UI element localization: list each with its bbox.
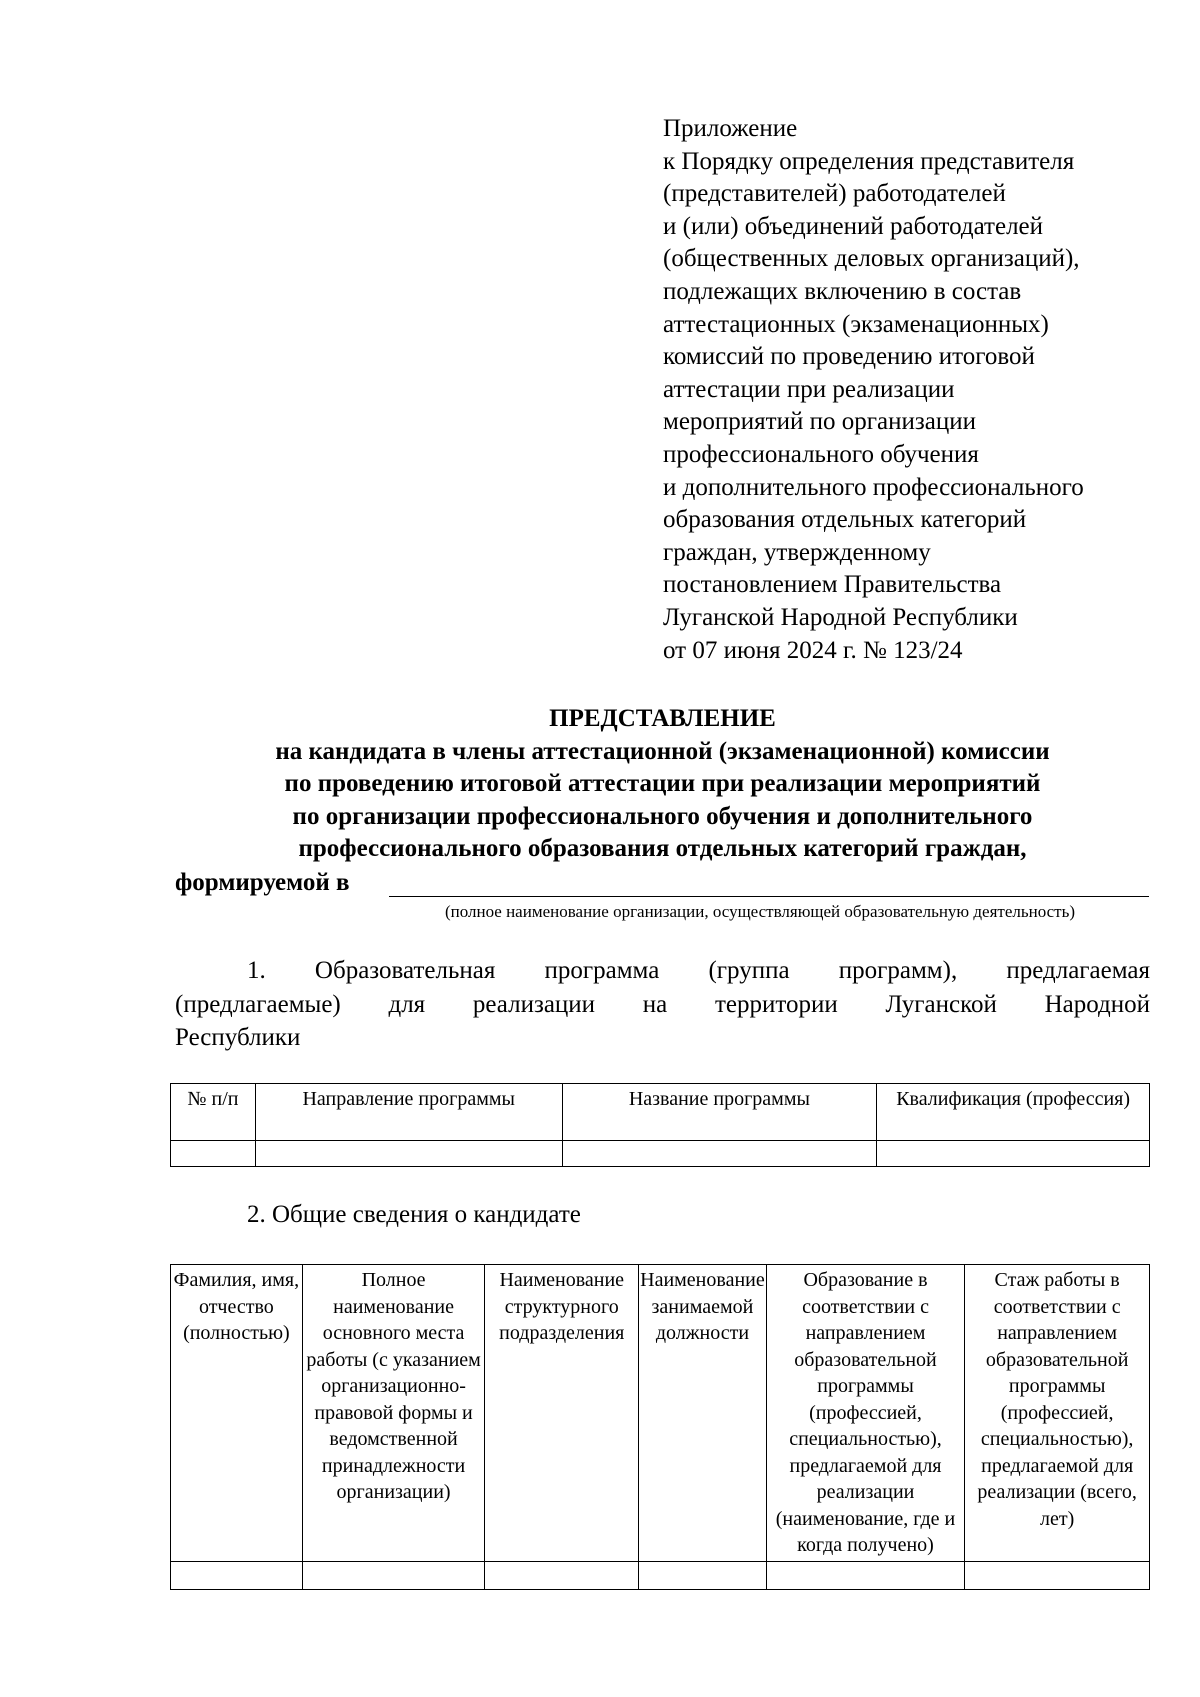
appendix-line: мероприятий по организации (663, 408, 976, 436)
organization-name-field[interactable] (389, 896, 1149, 897)
header-cell: Наименование занимаемой должности (639, 1265, 767, 1562)
table-cell[interactable] (171, 1141, 256, 1167)
appendix-line: граждан, утвержденному (663, 538, 931, 566)
header-cell (877, 1084, 1150, 1141)
title-line: профессионального образования отдельных категорий граждан, (298, 835, 1027, 862)
appendix-line: комиссий по проведению итоговой (663, 343, 1035, 371)
appendix-note (663, 113, 1163, 667)
section1-line: (предлагаемые) для реализации на территории Луганской Народной (175, 990, 1150, 1018)
table-cell[interactable] (965, 1561, 1150, 1589)
table-cell[interactable] (877, 1141, 1150, 1167)
candidate-table (170, 1264, 1150, 1590)
appendix-line: аттестационных (экзаменационных) (663, 310, 1049, 338)
formed-label: формируемой в (175, 869, 350, 896)
section1-text (175, 954, 1150, 1055)
appendix-line: профессионального обучения (663, 440, 979, 468)
appendix-line: и дополнительного профессионального (663, 473, 1084, 501)
appendix-line: Приложение (663, 115, 798, 142)
table-cell[interactable] (171, 1561, 303, 1589)
title-heading: ПРЕДСТАВЛЕНИЕ (549, 705, 776, 732)
header-cell: Название программы (562, 1084, 877, 1141)
header-cell: № п/п (171, 1084, 256, 1141)
appendix-line: Луганской Народной Республики (663, 603, 1018, 631)
appendix-line: и (или) объединений работодателей (663, 212, 1044, 240)
table-row (171, 1141, 1150, 1167)
appendix-line: подлежащих включению в состав (663, 277, 1022, 305)
header-cell: Направление программы (255, 1084, 562, 1141)
table-cell[interactable] (255, 1141, 562, 1167)
title-line: на кандидата в члены аттестационной (экзаменационной) комиссии (275, 737, 1050, 765)
table-header-row (171, 1265, 1150, 1562)
appendix-line: постановлением Правительства (663, 571, 1002, 599)
section2-heading: 2. Общие сведения о кандидате (247, 1201, 581, 1228)
table-cell[interactable] (485, 1561, 639, 1589)
header-cell: Полное наименование основного места работы (с указанием организационно-правовой формы и ведомственной принадлежности организации) (302, 1265, 485, 1562)
program-table (170, 1083, 1150, 1167)
title-line: по проведению итоговой аттестации при реализации мероприятий (284, 770, 1041, 797)
header-cell-text: Квалификация (профессия) (896, 1088, 1131, 1110)
table-cell[interactable] (302, 1561, 485, 1589)
organization-name-hint: (полное наименование организации, осуществляющей образовательную деятельность) (444, 902, 1076, 921)
header-cell: Образование в соответствии с направлением образовательной программы (профессией, специальностью), предлагаемой для реализации (наименование, где и когда получено) (766, 1265, 965, 1562)
appendix-line: (общественных деловых организаций), (663, 245, 1080, 273)
table-cell[interactable] (766, 1561, 965, 1589)
table-header-row (171, 1084, 1150, 1141)
document-title (175, 703, 1150, 866)
appendix-line: образования отдельных категорий (663, 506, 1027, 534)
header-cell: Фамилия, имя, отчество (полностью) (171, 1265, 303, 1562)
appendix-line: (представителей) работодателей (663, 180, 1006, 208)
section1-line: 1. Образовательная программа (группа программ), предлагаемая (247, 957, 1150, 984)
appendix-line: аттестации при реализации (663, 375, 955, 403)
section1-line: Республики (175, 1024, 301, 1051)
header-cell: Стаж работы в соответствии с направлением образовательной программы (профессией, специальностью), предлагаемой для реализации (всего, лет) (965, 1265, 1150, 1562)
header-cell: Наименование структурного подразделения (485, 1265, 639, 1562)
table-cell[interactable] (562, 1141, 877, 1167)
appendix-line: от 07 июня 2024 г. № 123/24 (663, 636, 963, 664)
table-cell[interactable] (639, 1561, 767, 1589)
table-row (171, 1561, 1150, 1589)
appendix-line: к Порядку определения представителя (663, 147, 1075, 175)
title-line: по организации профессионального обучения и дополнительного (292, 802, 1033, 830)
